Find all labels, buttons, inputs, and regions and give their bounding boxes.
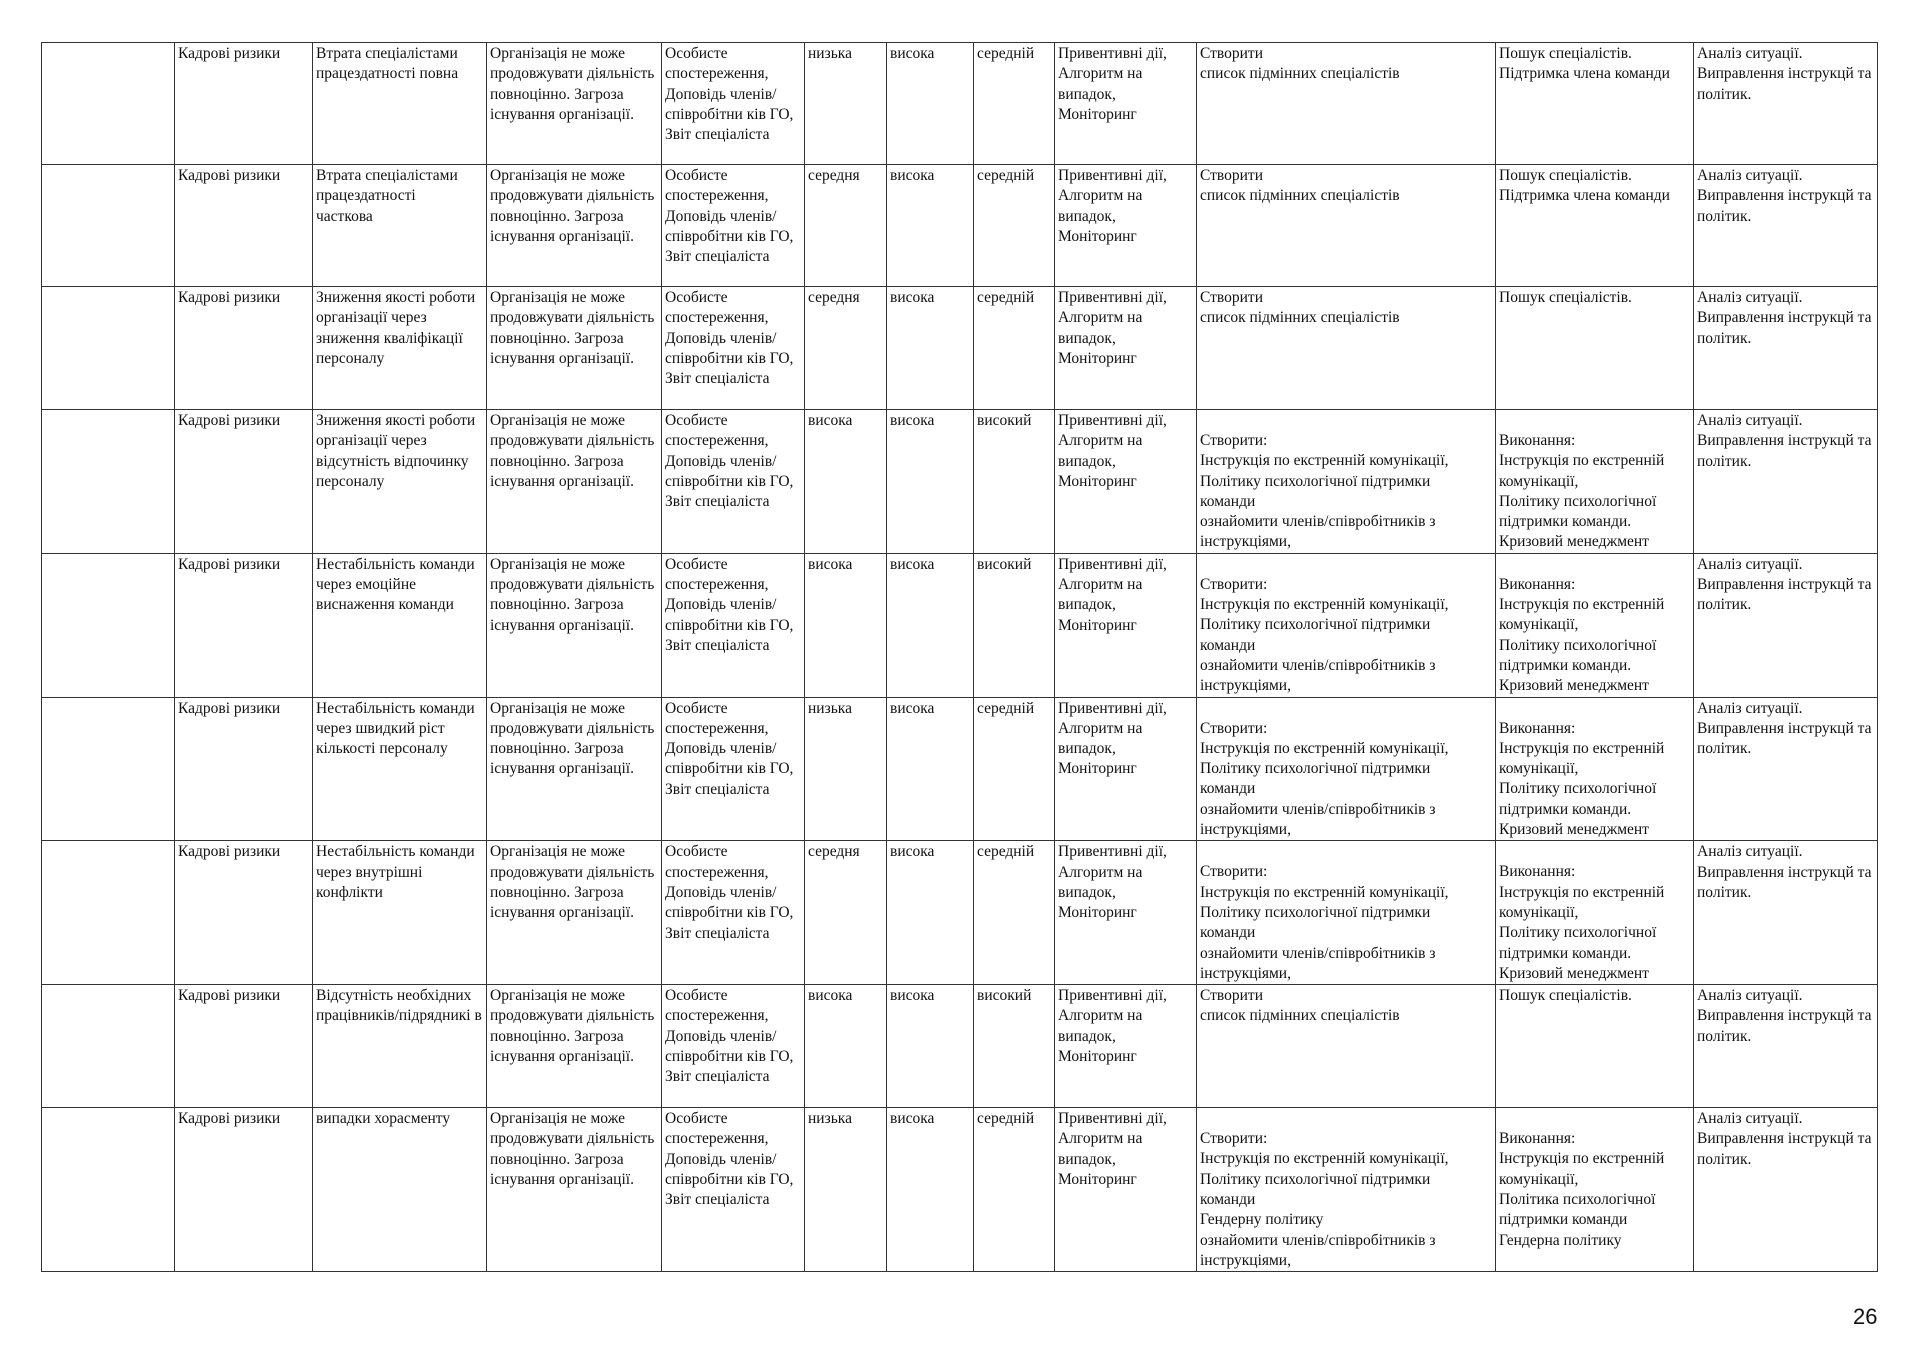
cell-impact: висока bbox=[887, 287, 974, 410]
cell-response: Виконання: Інструкція по екстренній комунікації, Політику психологічної підтримки команди. Кризовий менеджмент bbox=[1496, 410, 1694, 554]
cell-risk: Нестабільність команди через швидкий ріст кількості персоналу bbox=[313, 697, 487, 841]
cell-detection: Особисте спостереження, Доповідь членів/співробітни ків ГО, Звіт спеціаліста bbox=[662, 985, 805, 1108]
cell-num bbox=[42, 553, 175, 697]
cell-probability: середня bbox=[805, 287, 887, 410]
table-row bbox=[42, 841, 1878, 985]
cell-recovery: Аналіз ситуації. Виправлення інструкцй та політик. bbox=[1694, 410, 1878, 554]
cell-impact: висока bbox=[887, 697, 974, 841]
cell-level: середній bbox=[974, 697, 1055, 841]
cell-detection: Особисте спостереження, Доповідь членів/співробітни ків ГО, Звіт спеціаліста bbox=[662, 43, 805, 165]
cell-prevention: Створити список підмінних спеціалістів bbox=[1197, 165, 1496, 287]
cell-strategy: Привентивні дії, Алгоритм на випадок, Моніторинг bbox=[1055, 1108, 1197, 1272]
cell-category: Кадрові ризики bbox=[175, 697, 313, 841]
cell-prevention: Створити: Інструкція по екстренній комунікації, Політику психологічної підтримки команди ознайомити членів/співробітників з інструкціями, bbox=[1197, 410, 1496, 554]
cell-num bbox=[42, 985, 175, 1108]
cell-risk: Втрата спеціалістами працездатності часткова bbox=[313, 165, 487, 287]
cell-prevention: Створити список підмінних спеціалістів bbox=[1197, 43, 1496, 165]
cell-response: Пошук спеціалістів. Підтримка члена команди bbox=[1496, 43, 1694, 165]
cell-category: Кадрові ризики bbox=[175, 985, 313, 1108]
cell-strategy: Привентивні дії, Алгоритм на випадок, Моніторинг bbox=[1055, 43, 1197, 165]
cell-recovery: Аналіз ситуації. Виправлення інструкцй та політик. bbox=[1694, 43, 1878, 165]
cell-response: Виконання: Інструкція по екстренній комунікації, Політику психологічної підтримки команди. Кризовий менеджмент bbox=[1496, 553, 1694, 697]
cell-strategy: Привентивні дії, Алгоритм на випадок, Моніторинг bbox=[1055, 553, 1197, 697]
cell-recovery: Аналіз ситуації. Виправлення інструкцй та політик. bbox=[1694, 985, 1878, 1108]
table-row bbox=[42, 43, 1878, 165]
cell-prevention: Створити список підмінних спеціалістів bbox=[1197, 287, 1496, 410]
cell-impact: висока bbox=[887, 985, 974, 1108]
cell-probability: висока bbox=[805, 410, 887, 554]
cell-category: Кадрові ризики bbox=[175, 43, 313, 165]
table-row bbox=[42, 410, 1878, 554]
cell-level: високий bbox=[974, 985, 1055, 1108]
cell-recovery: Аналіз ситуації. Виправлення інструкцй та політик. bbox=[1694, 697, 1878, 841]
cell-category: Кадрові ризики bbox=[175, 165, 313, 287]
cell-consequence: Організація не може продовжувати діяльність повноцінно. Загроза існування організації. bbox=[487, 553, 662, 697]
cell-num bbox=[42, 165, 175, 287]
cell-probability: середня bbox=[805, 841, 887, 985]
cell-detection: Особисте спостереження, Доповідь членів/співробітни ків ГО, Звіт спеціаліста bbox=[662, 165, 805, 287]
cell-num bbox=[42, 841, 175, 985]
cell-num bbox=[42, 43, 175, 165]
cell-strategy: Привентивні дії, Алгоритм на випадок, Моніторинг bbox=[1055, 410, 1197, 554]
cell-prevention: Створити: Інструкція по екстренній комунікації, Політику психологічної підтримки команди ознайомити членів/співробітників з інструкціями, bbox=[1197, 553, 1496, 697]
cell-consequence: Організація не може продовжувати діяльність повноцінно. Загроза існування організації. bbox=[487, 985, 662, 1108]
cell-response: Пошук спеціалістів. Підтримка члена команди bbox=[1496, 165, 1694, 287]
cell-probability: висока bbox=[805, 553, 887, 697]
cell-recovery: Аналіз ситуації. Виправлення інструкцй та політик. bbox=[1694, 841, 1878, 985]
cell-response: Пошук спеціалістів. bbox=[1496, 287, 1694, 410]
cell-strategy: Привентивні дії, Алгоритм на випадок, Моніторинг bbox=[1055, 841, 1197, 985]
cell-detection: Особисте спостереження, Доповідь членів/співробітни ків ГО, Звіт спеціаліста bbox=[662, 553, 805, 697]
cell-num bbox=[42, 697, 175, 841]
cell-prevention: Створити: Інструкція по екстренній комунікації, Політику психологічної підтримки команди ознайомити членів/співробітників з інструкціями, bbox=[1197, 697, 1496, 841]
cell-risk: Зниження якості роботи організації через зниження кваліфікації персоналу bbox=[313, 287, 487, 410]
table-row bbox=[42, 287, 1878, 410]
cell-consequence: Організація не може продовжувати діяльність повноцінно. Загроза існування організації. bbox=[487, 697, 662, 841]
cell-prevention: Створити: Інструкція по екстренній комунікації, Політику психологічної підтримки команди ознайомити членів/співробітників з інструкціями, bbox=[1197, 841, 1496, 985]
cell-category: Кадрові ризики bbox=[175, 1108, 313, 1272]
cell-strategy: Привентивні дії, Алгоритм на випадок, Моніторинг bbox=[1055, 985, 1197, 1108]
cell-strategy: Привентивні дії, Алгоритм на випадок, Моніторинг bbox=[1055, 697, 1197, 841]
cell-prevention: Створити список підмінних спеціалістів bbox=[1197, 985, 1496, 1108]
cell-impact: висока bbox=[887, 1108, 974, 1272]
cell-impact: висока bbox=[887, 410, 974, 554]
cell-detection: Особисте спостереження, Доповідь членів/співробітни ків ГО, Звіт спеціаліста bbox=[662, 697, 805, 841]
cell-recovery: Аналіз ситуації. Виправлення інструкцй та політик. bbox=[1694, 287, 1878, 410]
cell-level: середній bbox=[974, 287, 1055, 410]
cell-strategy: Привентивні дії, Алгоритм на випадок, Моніторинг bbox=[1055, 165, 1197, 287]
cell-probability: низька bbox=[805, 697, 887, 841]
cell-detection: Особисте спостереження, Доповідь членів/співробітни ків ГО, Звіт спеціаліста bbox=[662, 841, 805, 985]
cell-consequence: Організація не може продовжувати діяльність повноцінно. Загроза існування організації. bbox=[487, 841, 662, 985]
cell-probability: висока bbox=[805, 985, 887, 1108]
cell-risk: випадки хорасменту bbox=[313, 1108, 487, 1272]
cell-consequence: Організація не може продовжувати діяльність повноцінно. Загроза існування організації. bbox=[487, 410, 662, 554]
cell-level: середній bbox=[974, 43, 1055, 165]
page-number: 26 bbox=[1853, 1304, 1878, 1329]
table-row bbox=[42, 697, 1878, 841]
cell-probability: низька bbox=[805, 1108, 887, 1272]
cell-detection: Особисте спостереження, Доповідь членів/співробітни ків ГО, Звіт спеціаліста bbox=[662, 1108, 805, 1272]
cell-recovery: Аналіз ситуації. Виправлення інструкцй та політик. bbox=[1694, 1108, 1878, 1272]
cell-consequence: Організація не може продовжувати діяльність повноцінно. Загроза існування організації. bbox=[487, 43, 662, 165]
cell-response: Виконання: Інструкція по екстренній комунікації, Політика психологічної підтримки команди Гендерна політику bbox=[1496, 1108, 1694, 1272]
cell-detection: Особисте спостереження, Доповідь членів/співробітни ків ГО, Звіт спеціаліста bbox=[662, 287, 805, 410]
cell-risk: Зниження якості роботи організації через відсутність відпочинку персоналу bbox=[313, 410, 487, 554]
cell-risk: Втрата спеціалістами працездатності повна bbox=[313, 43, 487, 165]
cell-impact: висока bbox=[887, 553, 974, 697]
cell-response: Пошук спеціалістів. bbox=[1496, 985, 1694, 1108]
cell-recovery: Аналіз ситуації. Виправлення інструкцй та політик. bbox=[1694, 165, 1878, 287]
cell-risk: Нестабільність команди через внутрішні конфлікти bbox=[313, 841, 487, 985]
cell-impact: висока bbox=[887, 841, 974, 985]
cell-category: Кадрові ризики bbox=[175, 841, 313, 985]
cell-level: високий bbox=[974, 410, 1055, 554]
cell-category: Кадрові ризики bbox=[175, 553, 313, 697]
cell-impact: висока bbox=[887, 165, 974, 287]
cell-level: середній bbox=[974, 1108, 1055, 1272]
cell-level: високий bbox=[974, 553, 1055, 697]
cell-level: середній bbox=[974, 841, 1055, 985]
cell-probability: середня bbox=[805, 165, 887, 287]
cell-category: Кадрові ризики bbox=[175, 410, 313, 554]
table-row bbox=[42, 1108, 1878, 1272]
cell-probability: низька bbox=[805, 43, 887, 165]
cell-category: Кадрові ризики bbox=[175, 287, 313, 410]
cell-consequence: Організація не може продовжувати діяльність повноцінно. Загроза існування організації. bbox=[487, 1108, 662, 1272]
cell-impact: висока bbox=[887, 43, 974, 165]
table-row bbox=[42, 985, 1878, 1108]
cell-risk: Відсутність необхідних працівників/підрядникі в bbox=[313, 985, 487, 1108]
cell-response: Виконання: Інструкція по екстренній комунікації, Політику психологічної підтримки команди. Кризовий менеджмент bbox=[1496, 697, 1694, 841]
cell-num bbox=[42, 410, 175, 554]
risk-table bbox=[41, 42, 1878, 1272]
cell-strategy: Привентивні дії, Алгоритм на випадок, Моніторинг bbox=[1055, 287, 1197, 410]
cell-num bbox=[42, 287, 175, 410]
cell-recovery: Аналіз ситуації. Виправлення інструкцй та політик. bbox=[1694, 553, 1878, 697]
cell-level: середній bbox=[974, 165, 1055, 287]
cell-consequence: Організація не може продовжувати діяльність повноцінно. Загроза існування організації. bbox=[487, 287, 662, 410]
cell-detection: Особисте спостереження, Доповідь членів/співробітни ків ГО, Звіт спеціаліста bbox=[662, 410, 805, 554]
table-row bbox=[42, 553, 1878, 697]
table-row bbox=[42, 165, 1878, 287]
cell-risk: Нестабільність команди через емоційне виснаження команди bbox=[313, 553, 487, 697]
cell-num bbox=[42, 1108, 175, 1272]
cell-prevention: Створити: Інструкція по екстренній комунікації, Політику психологічної підтримки команди Гендерну політику ознайомити членів/співробітників з інструкціями, bbox=[1197, 1108, 1496, 1272]
cell-consequence: Організація не може продовжувати діяльність повноцінно. Загроза існування організації. bbox=[487, 165, 662, 287]
cell-response: Виконання: Інструкція по екстренній комунікації, Політику психологічної підтримки команди. Кризовий менеджмент bbox=[1496, 841, 1694, 985]
